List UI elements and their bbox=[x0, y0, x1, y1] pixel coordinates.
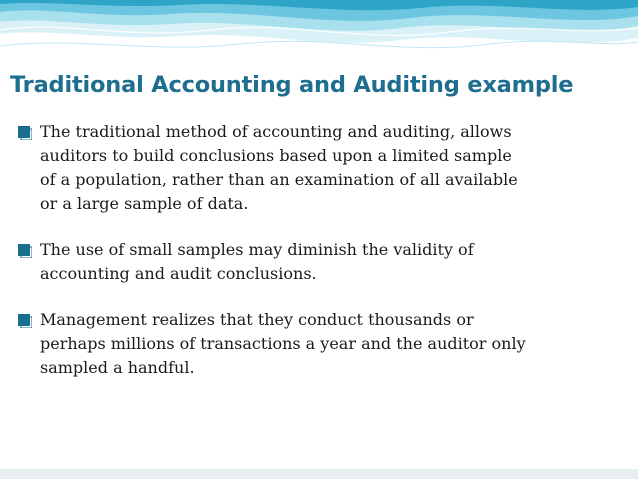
bullet-list bbox=[18, 120, 618, 402]
bullet-item bbox=[18, 120, 618, 216]
checkbox-icon bbox=[18, 125, 32, 140]
slide-title: Traditional Accounting and Auditing example bbox=[10, 72, 574, 98]
bullet-text: Management realizes that they conduct thousands or perhaps millions of transactions a year and the auditor only sampled a handful. bbox=[40, 310, 526, 377]
bullet-text: The traditional method of accounting and auditing, allows auditors to build conclusions based upon a limited sample of a population, rather than an examination of all available or a large sample of data. bbox=[40, 122, 518, 213]
checkbox-icon bbox=[18, 243, 32, 258]
checkbox-icon bbox=[18, 313, 32, 328]
header-wave-banner bbox=[0, 0, 638, 62]
bullet-item bbox=[18, 238, 618, 286]
bullet-item bbox=[18, 308, 618, 380]
footer-band bbox=[0, 469, 638, 479]
bullet-text: The use of small samples may diminish the validity of accounting and audit conclusions. bbox=[40, 240, 474, 283]
